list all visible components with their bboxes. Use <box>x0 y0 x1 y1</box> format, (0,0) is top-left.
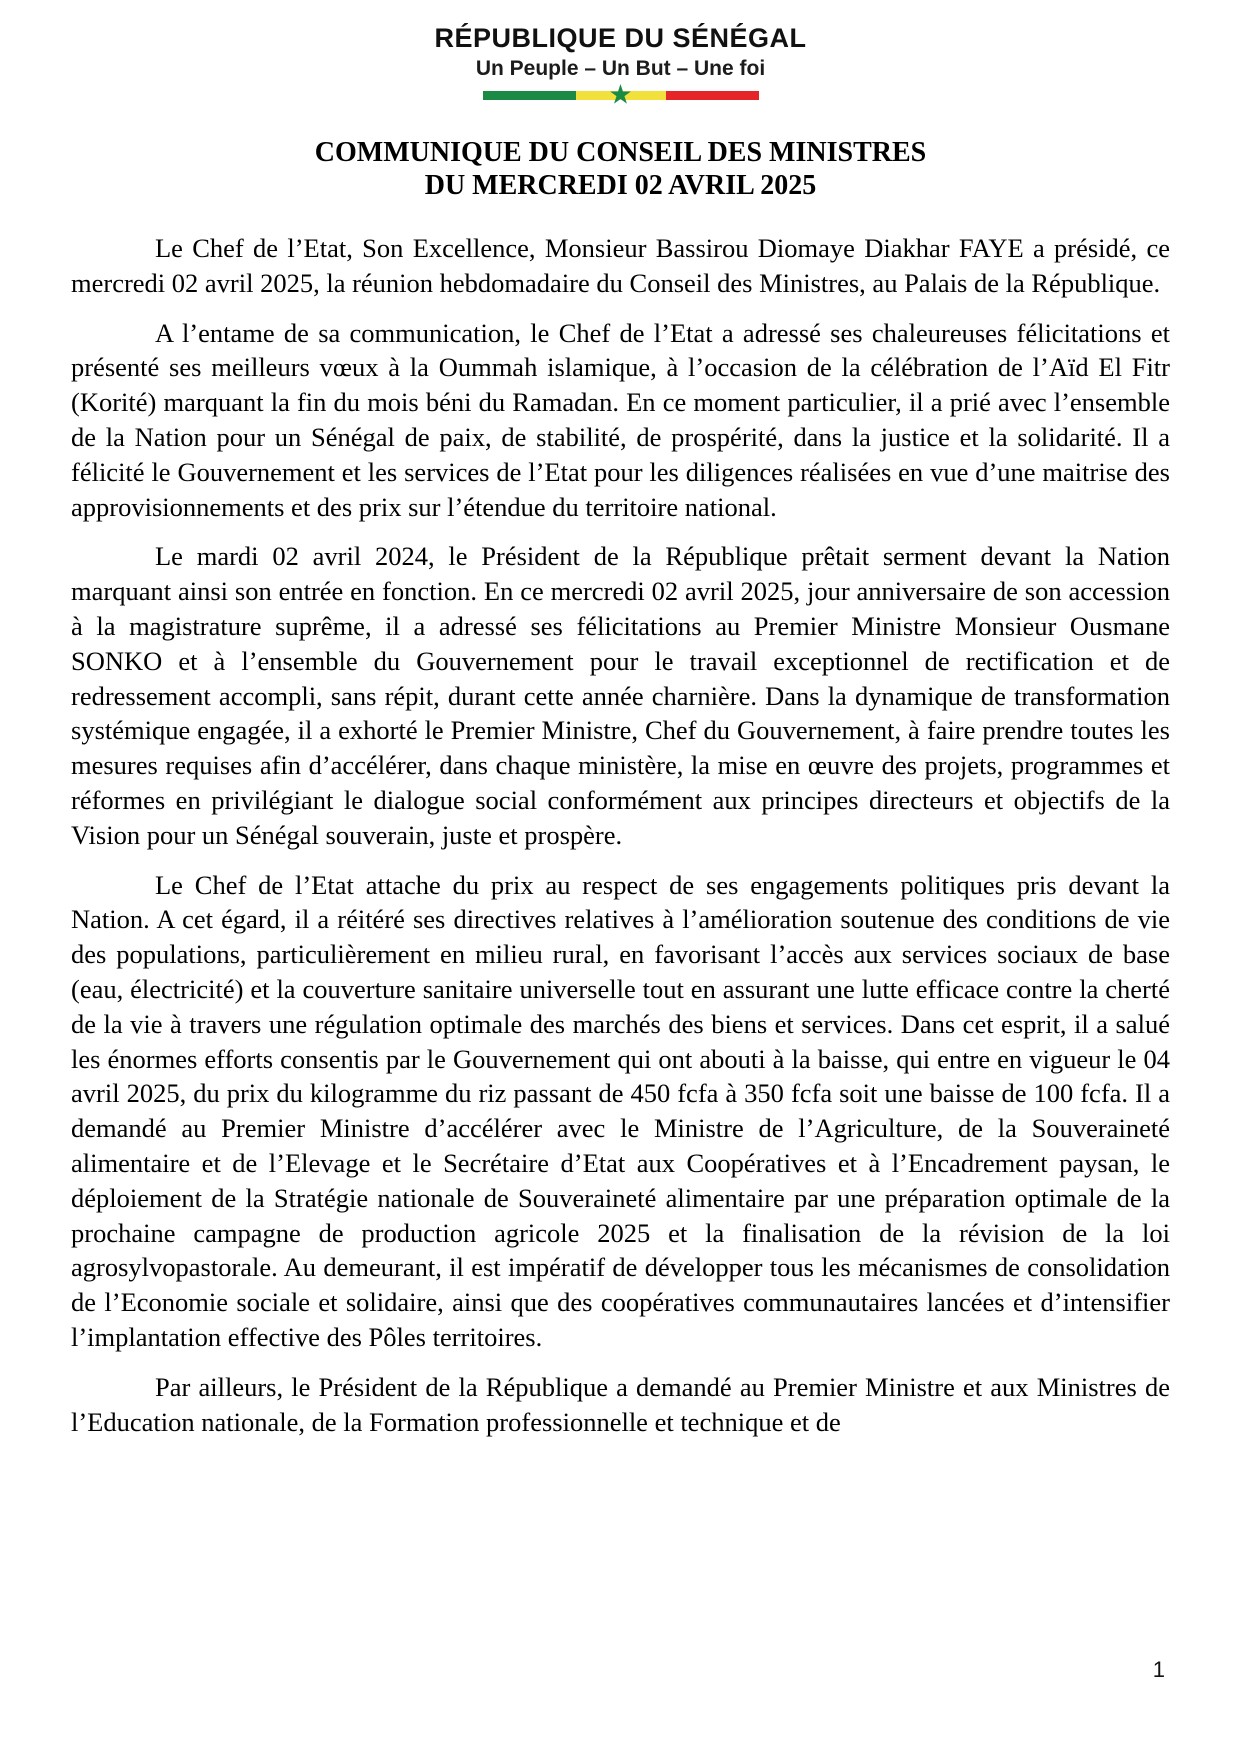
document-title <box>0 136 1241 202</box>
paragraph-3: Le mardi 02 avril 2024, le Président de la République prêtait serment devant la Nation marquant ainsi son entrée en fonction. En ce mercredi 02 avril 2025, jour anniversaire de son accession à la magistrature suprême, il a adressé ses félicitations au Premier Ministre Monsieur Ousmane SONKO et à l’ensemble du Gouvernement pour le travail exceptionnel de rectification et de redressement accompli, sans répit, durant cette année charnière. Dans la dynamique de transformation systémique engagée, il a exhorté le Premier Ministre, Chef du Gouvernement, à faire prendre toutes les mesures requises afin d’accélérer, dans chaque ministère, la mise en œuvre des projets, programmes et réformes en privilégiant le dialogue social conformément aux principes directeurs et objectifs de la Vision pour un Sénégal souverain, juste et prospère. <box>71 541 1170 850</box>
republic-title: RÉPUBLIQUE DU SÉNÉGAL <box>434 23 807 53</box>
document-body <box>71 231 1170 1439</box>
paragraph-2: A l’entame de sa communication, le Chef de l’Etat a adressé ses chaleureuses félicitations et présenté ses meilleurs vœux à la Oummah islamique, à l’occasion de la célébration de l’Aïd El Fitr (Korité) marquant la fin du mois béni du Ramadan. En ce moment particulier, il a prié avec l’ensemble de la Nation pour un Sénégal de paix, de stabilité, de prospérité, dans la justice et la solidarité. Il a félicité le Gouvernement et les services de l’Etat pour les diligences réalisées en vue d’une maitrise des approvisionnements et des prix sur l’étendue du territoire national. <box>71 317 1170 522</box>
paragraph-5: Par ailleurs, le Président de la République a demandé au Premier Ministre et aux Ministres de l’Education nationale, de la Formation professionnelle et technique et de <box>71 1371 1170 1437</box>
national-motto: Un Peuple – Un But – Une foi <box>475 57 766 80</box>
page-number: 1 <box>1152 1657 1165 1682</box>
flag-band-red <box>666 91 759 100</box>
document-title-line1: COMMUNIQUE DU CONSEIL DES MINISTRES <box>314 137 927 168</box>
letterhead <box>0 0 1241 110</box>
paragraph-1: Le Chef de l’Etat, Son Excellence, Monsieur Bassirou Diomaye Diakhar FAYE a présidé, ce mercredi 02 avril 2025, la réunion hebdomadaire du Conseil des Ministres, au Palais de la République. <box>71 233 1170 298</box>
document-title-line2: DU MERCREDI 02 AVRIL 2025 <box>424 170 817 201</box>
senegal-star-icon: ★ <box>608 78 633 110</box>
paragraph-4: Le Chef de l’Etat attache du prix au respect de ses engagements politiques pris devant la Nation. A cet égard, il a réitéré ses directives relatives à l’amélioration soutenue des conditions de vie des populations, particulièrement en milieu rural, en favorisant l’accès aux services sociaux de base (eau, électricité) et la couverture sanitaire universelle tout en assurant une lutte efficace contre la cherté de la vie à travers une régulation optimale des marchés des biens et services. Dans cet esprit, il a salué les énormes efforts consentis par le Gouvernement qui ont abouti à la baisse, qui entre en vigueur le 04 avril 2025, du prix du kilogramme du riz passant de 450 fcfa à 350 fcfa soit une baisse de 100 fcfa. Il a demandé au Premier Ministre d’accélérer avec le Ministre de l’Agriculture, de la Souveraineté alimentaire et de l’Elevage et le Secrétaire d’Etat aux Coopératives et à l’Encadrement paysan, le déploiement de la Stratégie nationale de Souveraineté alimentaire par une préparation optimale de la prochaine campagne de production agricole 2025 et la finalisation de la révision de la loi agrosylvopastorale. Au demeurant, il est impératif de développer tous les mécanismes de consolidation de l’Economie sociale et solidaire, ainsi que des coopératives communautaires lancées et d’intensifier l’implantation effective des Pôles territoires. <box>71 869 1170 1352</box>
senegal-flag-stripe <box>483 78 759 110</box>
flag-band-green <box>483 91 576 100</box>
